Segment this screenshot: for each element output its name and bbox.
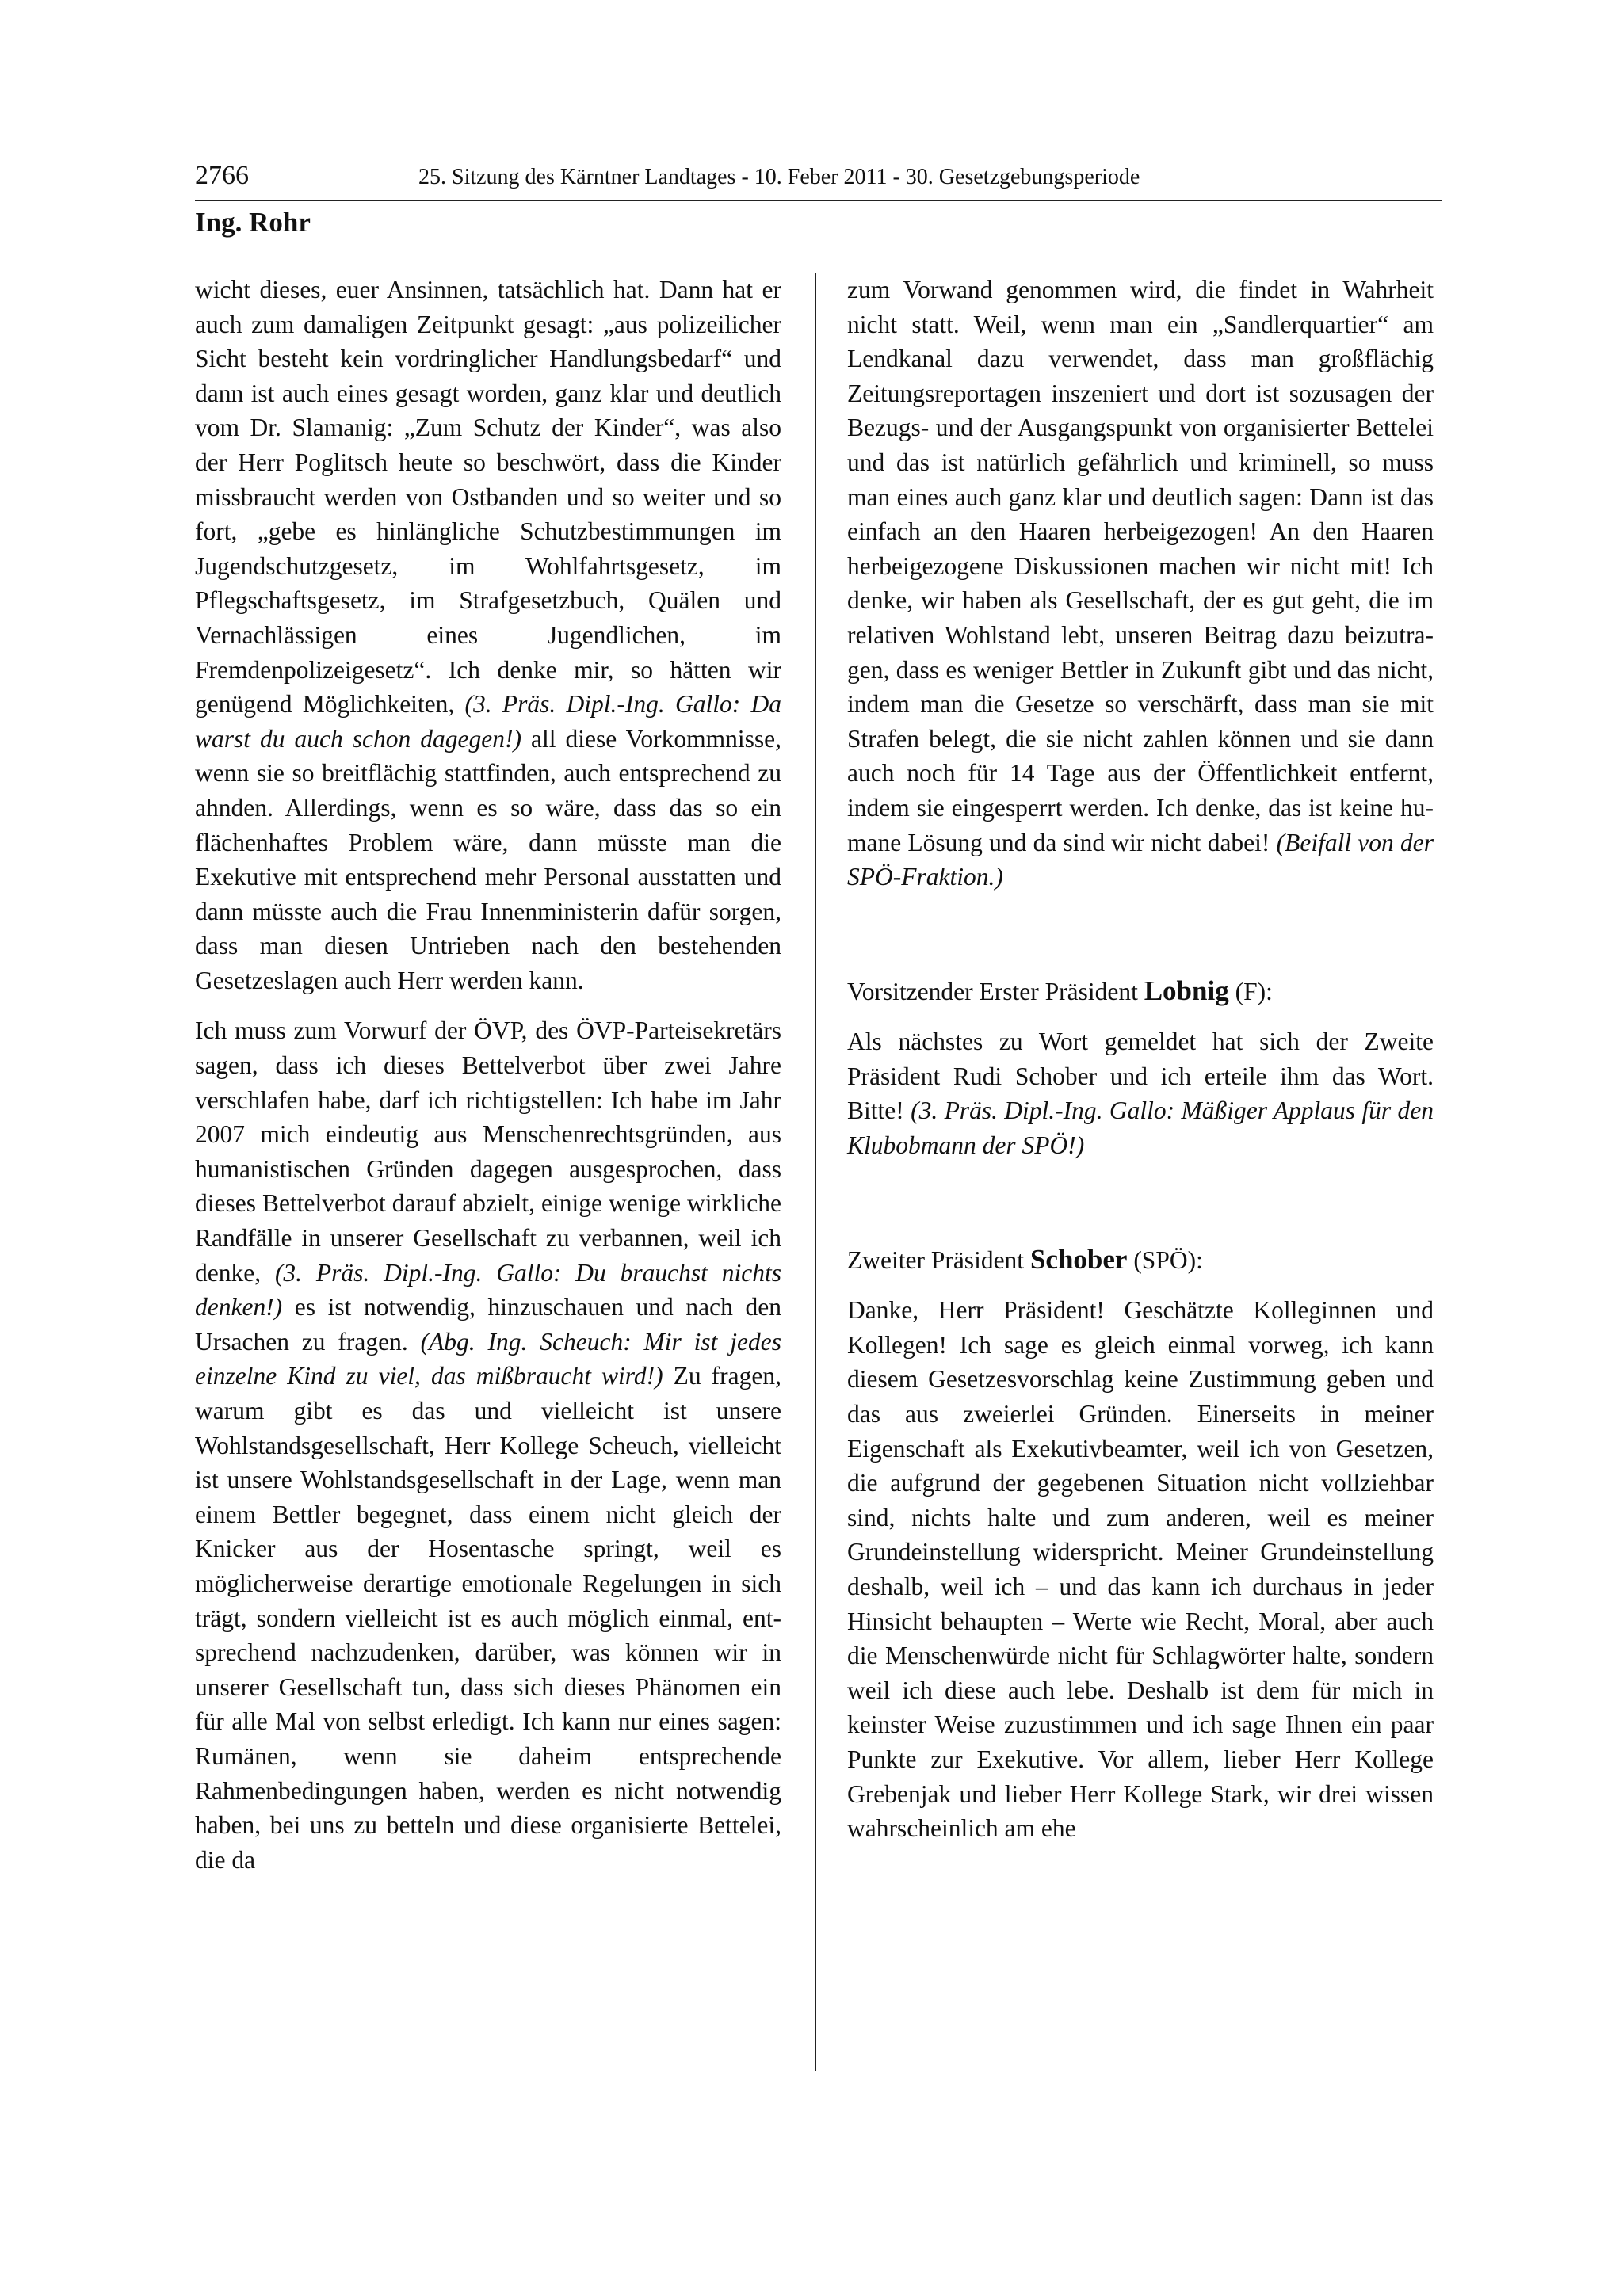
current-speaker-heading: Ing. Rohr [195, 207, 311, 238]
left-column [195, 273, 781, 1877]
interjection: (3. Präs. Dipl.-Ing. Gallo: Du brauchst nichts denken!) [195, 1258, 781, 1322]
text-run: Als nächstes zu Wort gemeldet hat sich der Zweite Präsident Rudi Schober und ich erteile ihm das Wort. Bitte! [847, 1028, 1434, 1125]
speaker-role: Zweiter Präsident [847, 1245, 1030, 1274]
speaker-line-schober [847, 1242, 1434, 1278]
speaker-name: Lobnig [1144, 974, 1229, 1006]
speaker-role: Vorsitzender Erster Präsident [847, 977, 1144, 1005]
page-number: 2766 [195, 161, 249, 190]
page-header [195, 158, 1442, 201]
interjection: (3. Präs. Dipl.-Ing. Gallo: Mäßiger Applaus für den Klubobmann der SPÖ!) [847, 1097, 1434, 1160]
text-run: zum Vorwand genommen wird, die findet in Wahrheit nicht statt. Weil, wenn man ein „Sandlerquartier“ am Lendkanal dazu verwendet, dass man großflächig Zeitungsreportagen inszeniert und dort ist sozusagen der Bezugs- und der Ausgangspunkt von organisierter Bettelei und das ist natürlich gefährlich und kriminell, so muss man eines auch ganz klar und deutlich sagen: Dann ist das einfach an den Haaren herbeigezogen! An den Haaren herbeigezogene Diskussionen machen wir nicht mit! Ich denke, wir haben als Gesellschaft, der es gut geht, die im relativen Wohlstand lebt, unseren Beitrag dazu beizutragen, dass es weniger Bettler in Zukunft gibt und das nicht, indem man die Gesetze so verschärft, dass man sie mit Strafen belegt, die sie nicht zahlen können und sie dann auch noch für 14 Tage aus der Öffentlichkeit entfernt, indem sie eingesperrt werden. Ich denke, das ist keine humane Lösung und da sind wir nicht dabei! [847, 276, 1434, 856]
paragraph [195, 273, 781, 997]
speaker-name: Schober [1029, 1243, 1128, 1275]
interjection: (3. Präs. Dipl.-Ing. Gallo: Da warst du auch schon dagegen!) [195, 690, 781, 753]
column-divider [815, 273, 816, 2071]
text-run: Danke, Herr Präsident! Geschätzte Kolleginnen und Kollegen! Ich sage es gleich einmal vorweg, ich kann diesem Gesetzesvorschlag keine Zustimmung geben und das aus zweierlei Gründen. Einerseits in meiner Eigenschaft als Exekutivbeamter, weil ich von Gesetzen, die aufgrund der gegebenen Situation nicht vollziehbar sind, nichts halte und zum anderen, weil es meiner Grundeinstellung widerspricht. Meiner Grundeinstellung deshalb, weil ich – und das kann ich durchaus in jeder Hinsicht behaupten – Werte wie Recht, Moral, aber auch die Menschenwürde nicht für Schlagwörter halte, sondern weil ich diese auch lebe. Deshalb ist dem für mich in keinster Weise zuzustimmen und ich sage Ihnen ein paar Punkte zur Exekutive. Vor allem, lieber Herr Kollege Grebenjak und lieber Herr Kollege Stark, wir drei wissen wahrscheinlich am ehe [847, 1296, 1434, 1843]
interjection: (Abg. Ing. Scheuch: Mir ist jedes einzelne Kind zu viel, das mißbraucht wird!) [195, 1327, 781, 1390]
text-run: es ist notwendig, hinzuschauen und nach den Ursachen zu fragen. [195, 1293, 781, 1356]
speaker-line-lobnig [847, 974, 1434, 1009]
right-column [847, 273, 1434, 1846]
speaker-party: (SPÖ): [1127, 1245, 1203, 1274]
paragraph [847, 1024, 1434, 1162]
interjection: (Beifall von der SPÖ-Fraktion.) [847, 828, 1434, 891]
text-run: Zu fragen, warum gibt es das und vielleicht ist unsere Wohlstandsgesellschaft, Herr Kollege Scheuch, vielleicht ist unsere Wohlstandsgesellschaft in der Lage, wenn man einem Bettler begegnet, dass einem nicht gleich der Knicker aus der Hosentasche springt, weil es möglicherweise derartige emotionale Regelungen in sich trägt, sondern vielleicht ist es auch möglich einmal, entsprechend nachzudenken, darüber, was können wir in unserer Gesellschaft tun, dass sich dieses Phänomen ein für alle Mal von selbst erledigt. Ich kann nur eines sagen: Rumänen, wenn sie daheim entsprechende Rahmenbedingungen haben, werden es nicht notwendig haben, bei uns zu betteln und diese organisierte Bettelei, die da [195, 1362, 781, 1874]
paragraph [847, 1293, 1434, 1846]
paragraph [847, 273, 1434, 894]
paragraph [195, 1013, 781, 1877]
running-title: 25. Sitzung des Kärntner Landtages - 10. Feber 2011 - 30. Gesetzgebungsperiode [418, 165, 1140, 189]
text-run: wicht dieses, euer Ansinnen, tatsächlich hat. Dann hat er auch zum damaligen Zeitpunkt gesagt: „aus polizeilicher Sicht besteht kein vordringlicher Handlungsbedarf“ und dann ist auch eines gesagt worden, ganz klar und deutlich vom Dr. Slamanig: „Zum Schutz der Kinder“, was also der Herr Poglitsch heute so beschwört, dass die Kinder missbraucht werden von Ostbanden und so weiter und so fort, „gebe es hinlängliche Schutzbestimmungen im Jugendschutzgesetz, im Wohlfahrtsgesetz, im Pflegschaftsgesetz, im Strafgesetzbuch, Quälen und Vernachlässigen eines Jugendlichen, im Fremdenpolizeigesetz“. Ich denke mir, so hätten wir genügend Möglichkeiten, [195, 276, 781, 719]
text-run: Ich muss zum Vorwurf der ÖVP, des ÖVP-Parteisekretärs sagen, dass ich dieses Bettelverbot über zwei Jahre verschlafen habe, darf ich richtigstellen: Ich habe im Jahr 2007 mich eindeutig aus Menschenrechtsgründen, aus humanistischen Gründen dagegen ausgesprochen, dass dieses Bettelverbot darauf abzielt, einige wenige wirkliche Randfälle in unserer Gesellschaft zu verbannen, weil ich denke, [195, 1016, 781, 1287]
text-run: all diese Vorkommnisse, wenn sie so breitflächig stattfinden, auch entsprechend zu ahnden. Allerdings, wenn es so wäre, dass das so ein flächenhaftes Problem wäre, dann müsste man die Exekutive mit entsprechend mehr Personal ausstatten und dann müsste auch die Frau Innenministerin dafür sorgen, dass man diesen Untrieben nach den bestehenden Gesetzeslagen auch Herr werden kann. [195, 724, 781, 994]
speaker-party: (F): [1228, 977, 1273, 1005]
